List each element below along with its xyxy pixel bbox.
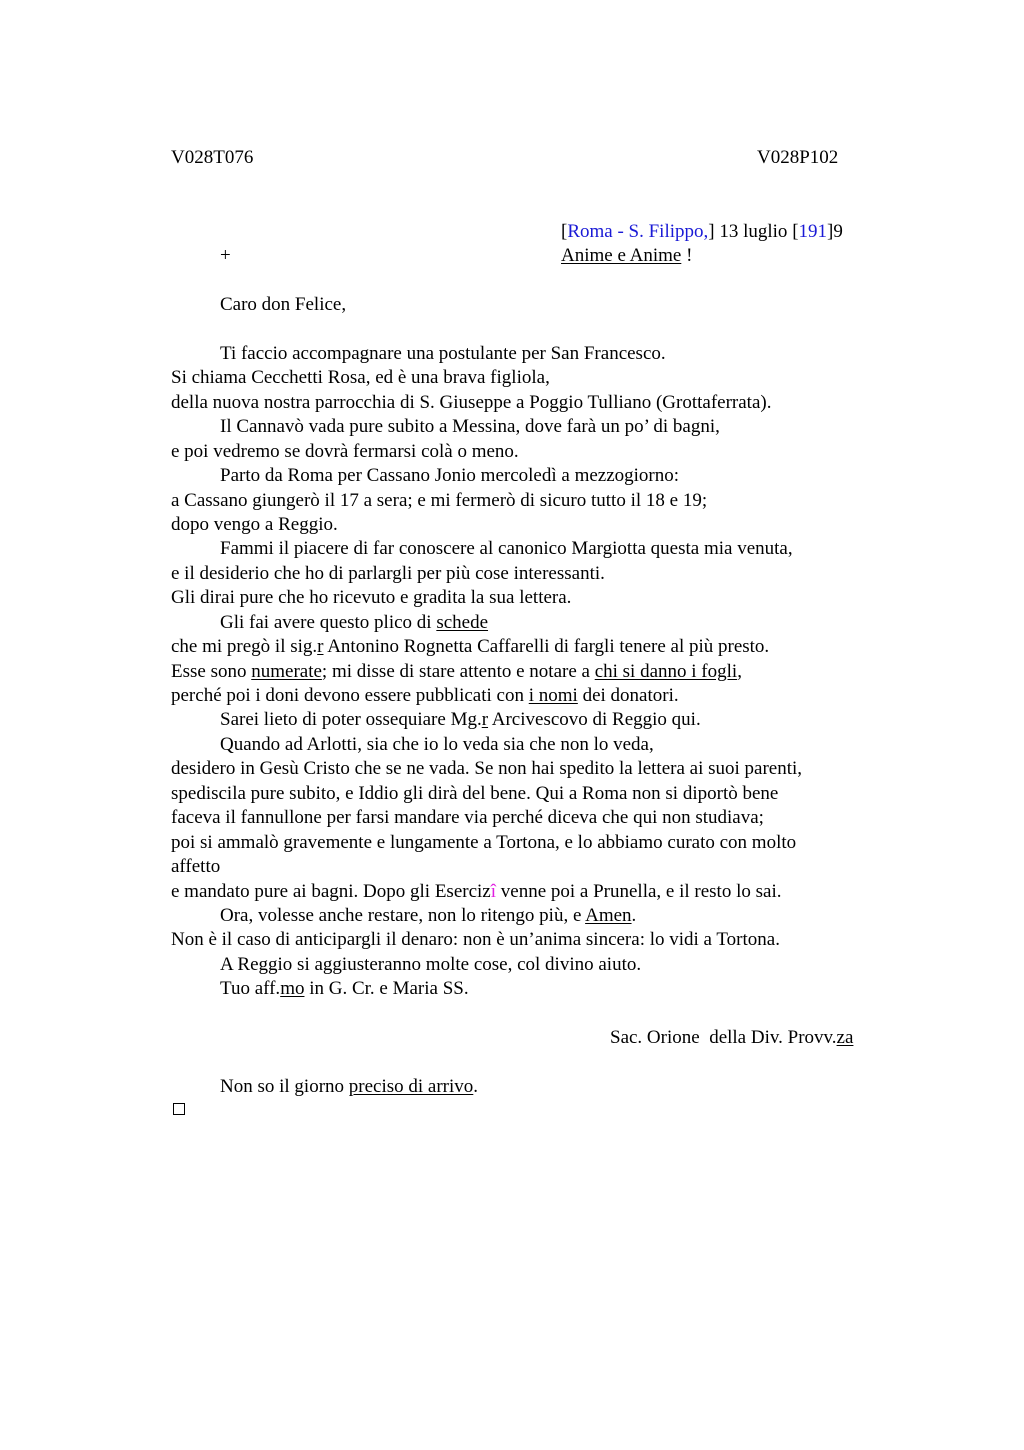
body-line: A Reggio si aggiusteranno molte cose, col divino aiuto. (220, 954, 642, 975)
dateline (561, 220, 843, 244)
underlined-text: chi si danno i fogli (594, 661, 738, 682)
body-line: spediscila pure subito, e Iddio gli dirà del bene. Qui a Roma non si diportò bene (171, 783, 779, 804)
underlined-text: schede (436, 612, 489, 633)
underlined-text: mo (280, 978, 305, 999)
text-segment: venne poi a Prunella, e il resto lo sai. (496, 881, 782, 902)
cross-symbol: + (220, 245, 231, 266)
body-line: Si chiama Cecchetti Rosa, ed è una brava figliola, (171, 367, 550, 388)
body-line: desidero in Gesù Cristo che se ne vada. Se non hai spedito la lettera ai suoi parenti, (171, 758, 803, 779)
body-line: affetto (171, 856, 221, 877)
underlined-text: r (317, 636, 324, 657)
text-segment: . (631, 905, 637, 926)
body-line: Il Cannavò vada pure subito a Messina, dove farà un po’ di bagni, (220, 416, 720, 437)
end-square-icon (173, 1103, 185, 1115)
signature (610, 1026, 853, 1050)
year-bracket-open: [ (792, 221, 799, 242)
body-line (171, 684, 679, 708)
body-line: e il desiderio che ho di parlargli per più cose interessanti. (171, 563, 605, 584)
motto-suffix: ! (681, 245, 693, 266)
body-line: della nuova nostra parrocchia di S. Giuseppe a Poggio Tulliano (Grottaferrata). (171, 392, 772, 413)
body-line (171, 660, 742, 684)
body-line (220, 977, 469, 1001)
document-code-right: V028P102 (757, 147, 839, 168)
bracket-open: [ (561, 221, 568, 242)
signature-text: Sac. Orione della Div. Provv. (610, 1027, 837, 1048)
body-line: Ti faccio accompagnare una postulante per San Francesco. (220, 343, 666, 364)
body-line: Quando ad Arlotti, sia che io lo veda sia che non lo veda, (220, 734, 654, 755)
body-line: dopo vengo a Reggio. (171, 514, 338, 535)
signature-underlined: za (836, 1027, 854, 1048)
body-line: faceva il fannullone per farsi mandare via perché diceva che qui non studiava; (171, 807, 764, 828)
underlined-text: r (481, 709, 489, 730)
underlined-text: numerate (251, 661, 322, 682)
text-segment: che mi pregò il sig. (171, 636, 318, 657)
body-line (220, 611, 488, 635)
text-segment: Gli fai avere questo plico di (220, 612, 437, 633)
text-segment: perché poi i doni devono essere pubblicati con (171, 685, 529, 706)
bracket-close: ] (708, 221, 715, 242)
text-segment: e mandato pure ai bagni. Dopo gli Eserciz (171, 881, 491, 902)
body-line (220, 708, 701, 732)
body-line (171, 635, 769, 659)
year-bracket-close: ] (827, 221, 834, 242)
text-segment: , (737, 661, 742, 682)
body-line: Fammi il piacere di far conoscere al canonico Margiotta questa mia venuta, (220, 538, 793, 559)
body-line: Non è il caso di anticipargli il denaro: non è un’anima sincera: lo vidi a Tortona. (171, 929, 780, 950)
text-segment: Ora, volesse anche restare, non lo ritengo più, e (220, 905, 586, 926)
body-line: Gli dirai pure che ho ricevuto e gradita la sua lettera. (171, 587, 572, 608)
motto-text: Anime e Anime (561, 245, 682, 266)
postscript (220, 1075, 478, 1099)
underlined-text: i nomi (528, 685, 578, 706)
body-line: poi si ammalò gravemente e lungamente a Tortona, e lo abbiamo curato con molto (171, 832, 797, 853)
body-line (220, 904, 636, 928)
underlined-text: Amen (585, 905, 632, 926)
body-line: e poi vedremo se dovrà fermarsi colà o meno. (171, 441, 519, 462)
date: 13 luglio (714, 221, 793, 242)
year-part: 191 (798, 221, 828, 242)
text-segment: Arcivescovo di Reggio qui. (488, 709, 701, 730)
motto (561, 244, 692, 268)
text-segment: Tuo aff. (220, 978, 281, 999)
postscript-suffix: . (473, 1076, 479, 1097)
body-line: Parto da Roma per Cassano Jonio mercoledì a mezzogiorno: (220, 465, 680, 486)
year-last: 9 (833, 221, 843, 242)
body-line (171, 880, 781, 904)
postscript-underlined: preciso di arrivo (348, 1076, 474, 1097)
text-segment: in G. Cr. e Maria SS. (304, 978, 469, 999)
text-segment: dei donatori. (577, 685, 679, 706)
text-segment: ; mi disse di stare attento e notare a (321, 661, 595, 682)
postscript-prefix: Non so il giorno (220, 1076, 349, 1097)
text-segment: Sarei lieto di poter ossequiare Mg. (220, 709, 482, 730)
body-line: a Cassano giungerò il 17 a sera; e mi fermerò di sicuro tutto il 18 e 19; (171, 490, 708, 511)
salutation: Caro don Felice, (220, 294, 347, 315)
text-segment: Esse sono (171, 661, 252, 682)
text-segment: Antonino Rognetta Caffarelli di fargli tenere al più presto. (323, 636, 770, 657)
place: Roma - S. Filippo, (567, 221, 709, 242)
highlighted-char: î (490, 881, 497, 902)
document-code-left: V028T076 (171, 147, 254, 168)
